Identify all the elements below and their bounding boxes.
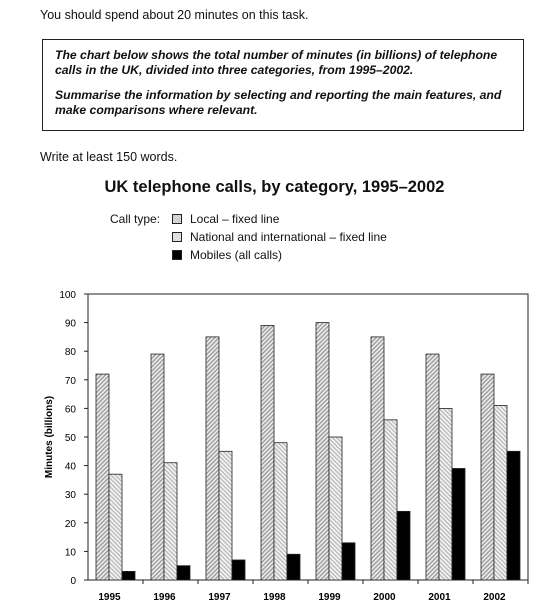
y-axis-label: Minutes (billions) (44, 395, 55, 479)
x-tick-label-1999: 1999 (318, 592, 341, 603)
y-tick-label: 70 (64, 375, 76, 387)
y-tick-label: 10 (64, 547, 76, 559)
bar-national-1995 (109, 474, 122, 580)
x-tick-label-1997: 1997 (208, 592, 231, 603)
x-tick-label-1995: 1995 (98, 592, 121, 603)
bar-local-1995 (96, 374, 109, 580)
bar-mobiles-1997 (232, 560, 245, 580)
y-tick-label: 40 (64, 461, 76, 473)
bar-national-2000 (384, 420, 397, 580)
bar-mobiles-1999 (342, 543, 355, 580)
legend-title: Call type: (110, 212, 161, 226)
bar-local-1996 (151, 354, 164, 580)
bar-mobiles-1996 (177, 566, 190, 580)
y-tick-label: 20 (64, 518, 76, 530)
y-tick-label: 60 (64, 404, 76, 416)
bar-local-1999 (316, 323, 329, 580)
bar-mobiles-1995 (122, 571, 135, 580)
bar-national-1996 (164, 463, 177, 580)
x-tick-label-1996: 1996 (153, 592, 176, 603)
y-tick-label: 80 (64, 347, 76, 359)
y-tick-label: 0 (70, 576, 76, 587)
bar-local-1997 (206, 337, 219, 580)
bar-local-1998 (261, 325, 274, 580)
legend-label-mobiles: Mobiles (all calls) (190, 248, 283, 262)
y-tick-label: 90 (64, 318, 76, 330)
bar-mobiles-2001 (452, 468, 465, 580)
x-tick-label-2001: 2001 (428, 592, 451, 603)
y-tick-label: 50 (64, 433, 76, 444)
bar-mobiles-2002 (507, 451, 520, 580)
word-count-instruction: Write at least 150 words. (40, 150, 178, 164)
x-tick-label-2000: 2000 (373, 592, 396, 603)
bar-mobiles-1998 (287, 554, 300, 580)
x-tick-label-2002: 2002 (483, 592, 506, 603)
bar-mobiles-2000 (397, 511, 410, 580)
task-prompt: Summarise the information by selecting and reporting the main features, and make comparisons where relevant. (55, 88, 502, 117)
x-tick-label-1998: 1998 (263, 592, 286, 603)
legend-label-national: National and international – fixed line (190, 230, 387, 244)
task-description: The chart below shows the total number of minutes (in billions) of telephone calls in the UK, divided into three categories, from 1995–2002. (55, 48, 498, 77)
chart-title: UK telephone calls, by category, 1995–2002 (104, 178, 445, 196)
instruction-text: You should spend about 20 minutes on this task. (40, 8, 309, 22)
bar-local-2002 (481, 374, 494, 580)
bar-local-2001 (426, 354, 439, 580)
bar-local-2000 (371, 337, 384, 580)
bar-national-2001 (439, 408, 452, 580)
bar-national-1998 (274, 443, 287, 580)
y-tick-label: 100 (59, 290, 76, 301)
legend-label-local: Local – fixed line (190, 212, 280, 226)
bar-national-1999 (329, 437, 342, 580)
bar-national-2002 (494, 406, 507, 580)
y-tick-label: 30 (64, 490, 76, 502)
bar-national-1997 (219, 451, 232, 580)
